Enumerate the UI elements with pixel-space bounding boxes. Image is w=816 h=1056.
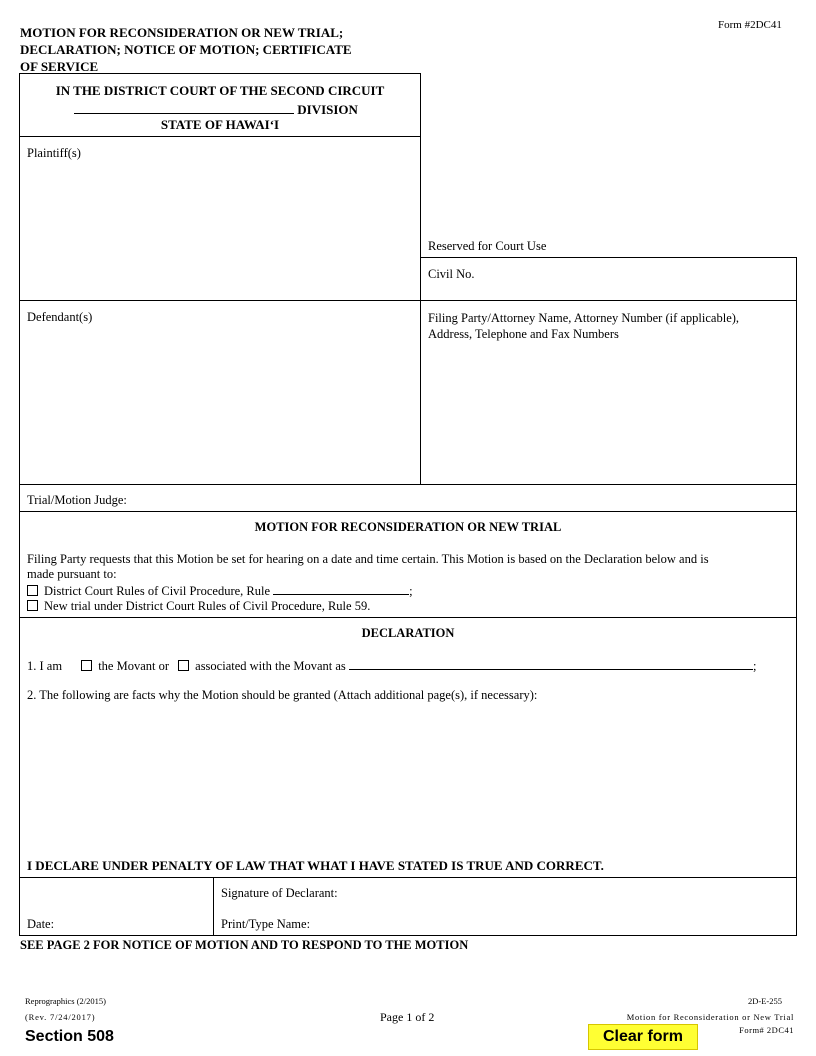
motion-option-rule (27, 582, 793, 599)
see-page-2-note: SEE PAGE 2 FOR NOTICE OF MOTION AND TO RESPOND TO THE MOTION (20, 938, 469, 952)
declaration-item1 (27, 657, 787, 674)
right-border-upper (796, 257, 797, 484)
middle-divider (420, 137, 421, 484)
signature-label: Signature of Declarant: (221, 886, 338, 900)
reprographics: Reprographics (2/2015) (25, 996, 106, 1006)
civil-no-label: Civil No. (428, 267, 475, 281)
civil-no-input[interactable] (480, 264, 780, 286)
filing-party-input[interactable] (426, 346, 790, 476)
associated-checkbox[interactable] (178, 660, 189, 671)
rule-number-input[interactable] (273, 582, 409, 595)
state-name: STATE OF HAWAI‘I (160, 117, 280, 132)
movant-checkbox[interactable] (81, 660, 92, 671)
footer-form-title: Motion for Reconsideration or New Trial (626, 1012, 794, 1022)
motion-body (27, 552, 793, 614)
print-name-label: Print/Type Name: (221, 917, 311, 931)
filing-party-label-line2: Address, Telephone and Fax Numbers (428, 327, 619, 341)
associated-label: associated with the Movant as (195, 659, 346, 673)
left-border-top (19, 137, 20, 257)
form-title-line2: DECLARATION; NOTICE OF MOTION; CERTIFICATE (20, 42, 352, 57)
division-input[interactable] (74, 100, 294, 114)
defendants-label: Defendant(s) (27, 310, 93, 324)
motion-heading: MOTION FOR RECONSIDERATION OR NEW TRIAL (254, 520, 562, 534)
filing-party-label (428, 310, 739, 342)
division-label: DIVISION (297, 102, 358, 117)
print-name-input[interactable] (325, 913, 785, 933)
facts-input[interactable] (24, 708, 790, 853)
date-divider (213, 877, 214, 936)
signature-input[interactable] (360, 883, 785, 903)
form-title (20, 24, 352, 75)
declaration-heading: DECLARATION (361, 626, 455, 640)
plaintiffs-label: Plaintiff(s) (27, 146, 81, 160)
revision-date: (Rev. 7/24/2017) (25, 1012, 96, 1022)
judge-label: Trial/Motion Judge: (27, 493, 127, 507)
date-label: Date: (27, 917, 55, 931)
motion-body-line1: Filing Party requests that this Motion be set for hearing on a date and time certain. This Motion is based on the Declaration below and is (27, 552, 709, 566)
new-trial-option-label: New trial under District Court Rules of Civil Procedure, Rule 59. (44, 599, 371, 613)
division-line (74, 100, 414, 118)
association-input[interactable] (349, 657, 753, 670)
judge-input[interactable] (140, 490, 780, 508)
form-title-line1: MOTION FOR RECONSIDERATION OR NEW TRIAL; (20, 25, 344, 40)
civil-no-top-line (420, 257, 797, 258)
clear-form-button[interactable]: Clear form (588, 1024, 698, 1050)
plaintiffs-input[interactable] (24, 165, 414, 250)
form-title-line3: OF SERVICE (20, 59, 99, 74)
page-number: Page 1 of 2 (380, 1010, 435, 1024)
footer-form-number: Form# 2DC41 (739, 1025, 794, 1035)
date-input[interactable] (64, 913, 204, 933)
filing-party-label-line1: Filing Party/Attorney Name, Attorney Number (if applicable), (428, 311, 740, 325)
left-border-mid (19, 257, 20, 484)
section-508: Section 508 (25, 1028, 114, 1045)
reserved-label: Reserved for Court Use (428, 239, 547, 253)
motion-option-new-trial (27, 599, 793, 614)
motion-body-line2: made pursuant to: (27, 567, 117, 581)
rule-checkbox[interactable] (27, 585, 38, 596)
movant-label: the Movant or (98, 659, 170, 673)
judge-bottom-line (19, 511, 797, 512)
signature-top-line (19, 877, 797, 878)
penalty-statement: I DECLARE UNDER PENALTY OF LAW THAT WHAT I HAVE STATED IS TRUE AND CORRECT. (27, 858, 604, 873)
rule-option-suffix: ; (409, 584, 413, 598)
form-code: 2D-E-255 (748, 996, 782, 1006)
court-caption (19, 73, 421, 137)
rule-option-label: District Court Rules of Civil Procedure, Rule (44, 584, 271, 598)
declaration-item2: 2. The following are facts why the Motion should be granted (Attach additional page(s), if necessary): (27, 688, 538, 702)
declaration-top-line (19, 617, 797, 618)
declaration-item1-suffix: ; (752, 659, 757, 673)
new-trial-checkbox[interactable] (27, 600, 38, 611)
defendants-input[interactable] (24, 330, 414, 475)
form-number: Form #2DC41 (718, 19, 782, 31)
defendant-top-line (19, 300, 797, 301)
court-name: IN THE DISTRICT COURT OF THE SECOND CIRCUIT (55, 83, 385, 98)
declaration-item1-prefix: 1. I am (27, 659, 63, 673)
